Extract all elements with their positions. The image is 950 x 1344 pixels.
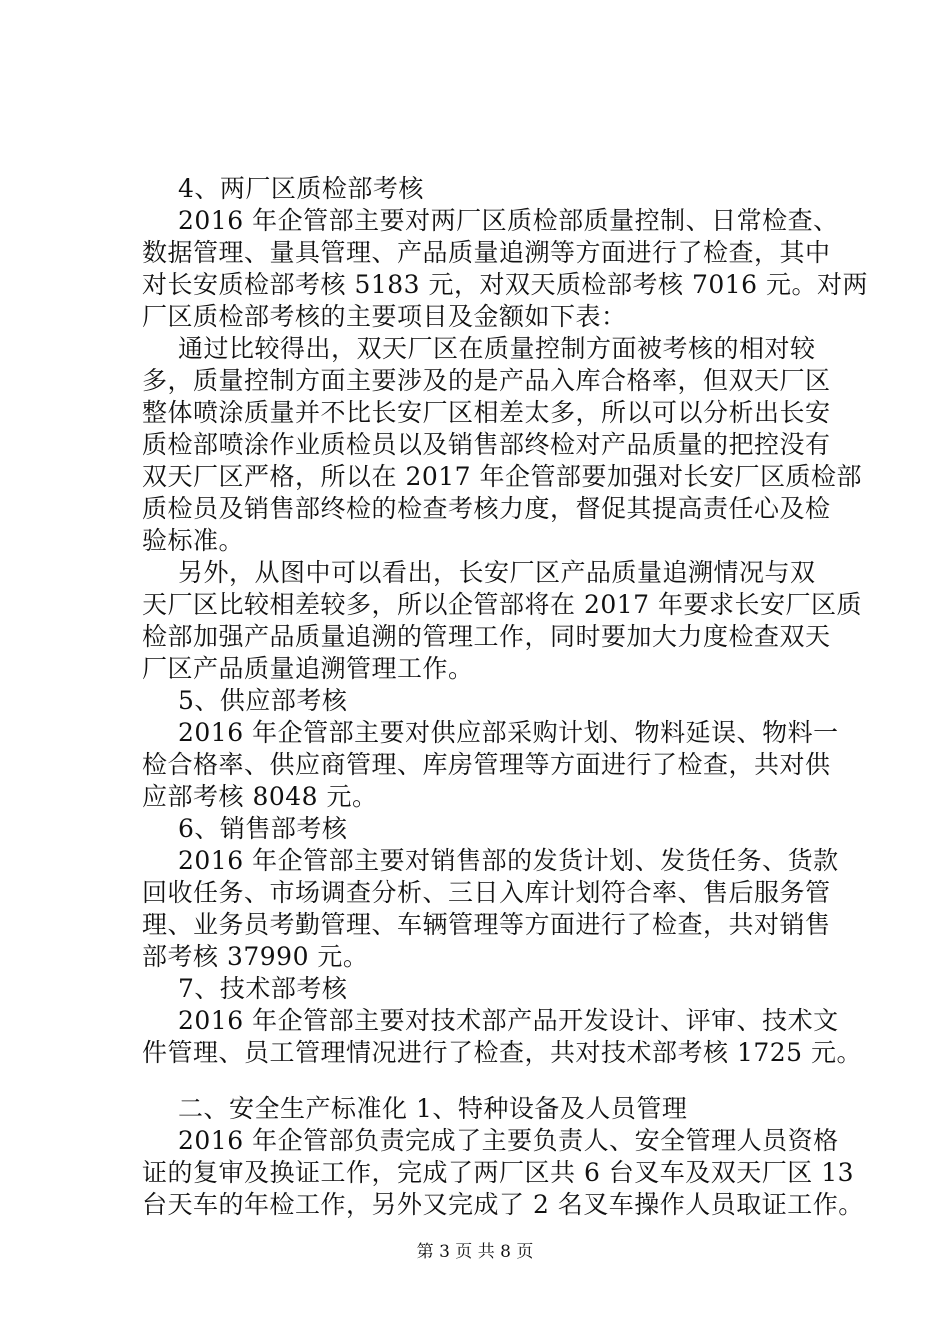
paragraph-line: 质检员及销售部终检的检查考核力度，督促其提高责任心及检: [142, 494, 831, 523]
page-footer: 第 3 页 共 8 页: [416, 1242, 534, 1262]
paragraph-line: 理、业务员考勤管理、车辆管理等方面进行了检查，共对销售: [142, 910, 831, 939]
paragraph-line: 证的复审及换证工作，完成了两厂区共 6 台叉车及双天厂区 13: [142, 1158, 855, 1187]
paragraph-line: 2016 年企管部主要对销售部的发货计划、发货任务、货款: [178, 846, 839, 875]
paragraph-line: 通过比较得出，双天厂区在质量控制方面被考核的相对较: [178, 334, 816, 363]
paragraph-line: 数据管理、量具管理、产品质量追溯等方面进行了检查，其中: [142, 238, 831, 267]
heading-sales-dept: 6、销售部考核: [178, 814, 348, 843]
paragraph-line: 对长安质检部考核 5183 元，对双天质检部考核 7016 元。对两: [142, 270, 869, 299]
heading-tech-dept: 7、技术部考核: [178, 974, 348, 1003]
paragraph-line: 另外，从图中可以看出，长安厂区产品质量追溯情况与双: [178, 558, 816, 587]
heading-safety-standardization: 二、安全生产标准化 1、特种设备及人员管理: [178, 1094, 688, 1123]
heading-supply-dept: 5、供应部考核: [178, 686, 348, 715]
paragraph-line: 验标准。: [142, 526, 245, 555]
paragraph-line: 检部加强产品质量追溯的管理工作，同时要加大力度检查双天: [142, 622, 831, 651]
paragraph-line: 检合格率、供应商管理、库房管理等方面进行了检查，共对供: [142, 750, 831, 779]
paragraph-line: 2016 年企管部主要对两厂区质检部质量控制、日常检查、: [178, 206, 839, 235]
paragraph-line: 厂区产品质量追溯管理工作。: [142, 654, 474, 683]
paragraph-line: 天厂区比较相差较多，所以企管部将在 2017 年要求长安厂区质: [142, 590, 863, 619]
paragraph-line: 应部考核 8048 元。: [142, 782, 378, 811]
paragraph-line: 2016 年企管部主要对供应部采购计划、物料延误、物料一: [178, 718, 839, 747]
paragraph-line: 回收任务、市场调查分析、三日入库计划符合率、售后服务管: [142, 878, 831, 907]
paragraph-line: 2016 年企管部主要对技术部产品开发设计、评审、技术文: [178, 1006, 839, 1035]
paragraph-line: 件管理、员工管理情况进行了检查，共对技术部考核 1725 元。: [142, 1038, 863, 1067]
paragraph-line: 2016 年企管部负责完成了主要负责人、安全管理人员资格: [178, 1126, 839, 1155]
paragraph-line: 多，质量控制方面主要涉及的是产品入库合格率，但双天厂区: [142, 366, 831, 395]
paragraph-line: 整体喷涂质量并不比长安厂区相差太多，所以可以分析出长安: [142, 398, 831, 427]
paragraph-line: 部考核 37990 元。: [142, 942, 369, 971]
heading-quality-dept: 4、两厂区质检部考核: [178, 174, 424, 203]
paragraph-line: 质检部喷涂作业质检员以及销售部终检对产品质量的把控没有: [142, 430, 831, 459]
paragraph-line: 台天车的年检工作，另外又完成了 2 名叉车操作人员取证工作。: [142, 1190, 864, 1219]
paragraph-line: 双天厂区严格，所以在 2017 年企管部要加强对长安厂区质检部: [142, 462, 863, 491]
paragraph-line: 厂区质检部考核的主要项目及金额如下表：: [142, 302, 627, 331]
